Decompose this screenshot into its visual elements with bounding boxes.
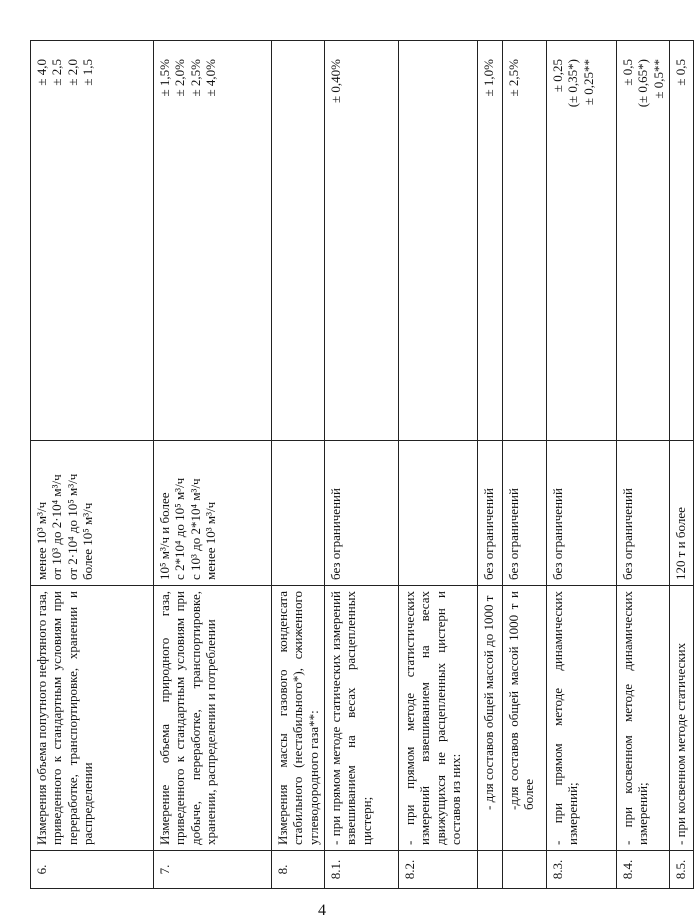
row-number: 8. (272, 851, 325, 889)
rotated-table-container (30, 41, 688, 919)
condition-line: без ограничений (619, 488, 635, 580)
row-number: 8.3. (546, 851, 616, 889)
table-row (154, 41, 272, 889)
row-accuracy-values (31, 41, 154, 441)
row-conditions (669, 441, 693, 586)
condition-line: с 10³ до 2*10⁴ м³/ч (187, 478, 203, 580)
row-conditions (398, 441, 477, 586)
table-row (546, 41, 616, 889)
accuracy-value: ± 2,5% (187, 59, 203, 97)
table-row (31, 41, 154, 889)
page-number: 4 (318, 902, 326, 919)
row-accuracy-values (477, 41, 502, 441)
row-number: 8.5. (669, 851, 693, 889)
row-number: 8.1. (324, 851, 398, 889)
row-description: Измерение объема природного газа, приведенного к стандартным условиям при добыче, переработке, транспортировке, хранении, распределении и потреблении (154, 586, 272, 851)
row-description: Измерения массы газового конденсата стабильного (нестабильного*), сжиженного углеводородного газа**: (272, 586, 325, 851)
accuracy-value: ± 2,0% (172, 59, 188, 97)
row-accuracy-values (669, 41, 693, 441)
row-accuracy-values (398, 41, 477, 441)
row-description: - для составов общей массой до 1000 т (477, 586, 502, 851)
accuracy-value: ± 0,5 (619, 59, 635, 86)
condition-line: без ограничений (480, 488, 496, 580)
row-conditions (272, 441, 325, 586)
accuracy-value: ± 2,0 (64, 59, 80, 86)
accuracy-value: ± 0,25 (549, 59, 565, 93)
accuracy-value: ± 1,5% (157, 59, 172, 97)
row-number: 7. (154, 851, 272, 889)
table-row (477, 41, 502, 889)
condition-line: с 2*10⁴ до 10⁵ м³/ч (172, 477, 188, 580)
condition-line: без ограничений (505, 488, 521, 580)
accuracy-value: ± 1,5 (79, 59, 95, 86)
requirements-table (30, 40, 694, 889)
row-number: 8.2. (398, 851, 477, 889)
row-number (502, 851, 546, 889)
accuracy-value: ± 1,0% (480, 59, 496, 97)
condition-line: менее 10³ м³/ч (34, 501, 49, 580)
row-description: - при прямом методе статических измерений взвешиванием на весах расцепленных цистерн; (324, 586, 398, 851)
condition-line: 10⁵ м³/ч и более (157, 492, 172, 580)
row-number: 8.4. (616, 851, 669, 889)
accuracy-value: (± 0,35*) (565, 59, 581, 108)
row-description: - при прямом методе статистических измерений взвешиванием на весах движущихся не расцепленных цистерн и составов из них: (398, 586, 477, 851)
table-row (502, 41, 546, 889)
table-body (31, 41, 694, 889)
row-number (477, 851, 502, 889)
row-description: - при косвенном методе статических (669, 586, 693, 851)
accuracy-value: ± 0,40% (327, 59, 343, 103)
table-row (669, 41, 693, 889)
accuracy-value: ± 0,5** (650, 59, 666, 99)
row-accuracy-values (154, 41, 272, 441)
accuracy-value: ± 2,5 (49, 59, 65, 86)
condition-line: менее 10³ м³/ч (202, 501, 218, 580)
accuracy-value: ± 4,0% (202, 59, 218, 97)
accuracy-value: ± 0,5 (672, 59, 688, 86)
row-conditions (31, 441, 154, 586)
row-accuracy-values (546, 41, 616, 441)
row-conditions (502, 441, 546, 586)
row-number: 6. (31, 851, 154, 889)
table-row (324, 41, 398, 889)
condition-line: более 10⁵ м³/ч (79, 502, 95, 580)
condition-line: от 2·10⁴ до 10⁵ м³/ч (64, 473, 80, 580)
condition-line: без ограничений (549, 488, 565, 580)
table-row (272, 41, 325, 889)
row-conditions (154, 441, 272, 586)
row-accuracy-values (324, 41, 398, 441)
accuracy-value: ± 0,25** (580, 59, 596, 106)
row-accuracy-values (272, 41, 325, 441)
accuracy-value: (± 0,65*) (635, 59, 651, 108)
row-conditions (546, 441, 616, 586)
row-conditions (477, 441, 502, 586)
accuracy-value: ± 2,5% (505, 59, 521, 97)
row-conditions (324, 441, 398, 586)
accuracy-value: ± 4,0 (34, 59, 49, 86)
condition-line: от 10³ до 2·10⁴ м³/ч (49, 474, 65, 580)
row-description: Измерения объема попутного нефтяного газа, приведенного к стандартным условиям при переработке, транспортировке, хранении и распределении (31, 586, 154, 851)
table-row (398, 41, 477, 889)
condition-line: без ограничений (327, 488, 343, 580)
row-description: -для составов общей массой 1000 т и более (502, 586, 546, 851)
row-description: - при прямом методе динамических измерений; (546, 586, 616, 851)
row-description: - при косвенном методе динамических измерений; (616, 586, 669, 851)
row-conditions (616, 441, 669, 586)
condition-line: 120 т и более (672, 507, 688, 580)
table-row (616, 41, 669, 889)
row-accuracy-values (616, 41, 669, 441)
row-accuracy-values (502, 41, 546, 441)
